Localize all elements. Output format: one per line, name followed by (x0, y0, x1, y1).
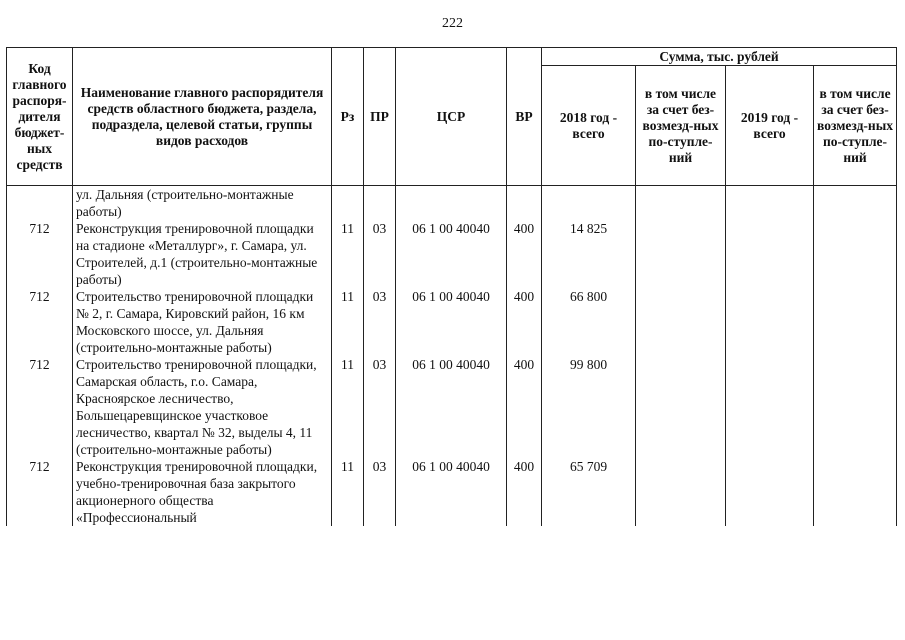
header-csr: ЦСР (396, 48, 507, 186)
header-rz: Рз (332, 48, 364, 186)
cell-pr: 03 (364, 356, 396, 458)
cell-vr: 400 (507, 458, 542, 526)
cell-2018-total (542, 186, 636, 221)
cell-2018-total: 14 825 (542, 220, 636, 288)
cell-rz (332, 186, 364, 221)
cell-csr: 06 1 00 40040 (396, 220, 507, 288)
cell-name: Реконструкция тренировочной площадки, учебно-тренировочная база закрытого акционерного общества «Профессиональный (73, 458, 332, 526)
cell-csr: 06 1 00 40040 (396, 288, 507, 356)
cell-2019-total (726, 458, 814, 526)
header-2018-free: в том числе за счет без-возмезд-ных по-ступле-ний (636, 66, 726, 186)
table-header (7, 48, 897, 186)
page-number: 222 (442, 16, 463, 31)
cell-2019-total (726, 356, 814, 458)
cell-code: 712 (7, 220, 73, 288)
cell-name: Строительство тренировочной площадки, Самарская область, г.о. Самара, Красноярское лесничество, Большецаревщинское участковое лесничество, квартал № 32, выделы 4, 11 (строительно-монтажные работы) (73, 356, 332, 458)
cell-name: Строительство тренировочной площадки № 2, г. Самара, Кировский район, 16 км Московского шоссе, ул. Дальняя (строительно-монтажные работы) (73, 288, 332, 356)
cell-2018-free (636, 356, 726, 458)
table-body (7, 186, 897, 527)
cell-rz: 11 (332, 220, 364, 288)
cell-2019-free (814, 220, 897, 288)
table-row (7, 356, 897, 458)
cell-csr: 06 1 00 40040 (396, 458, 507, 526)
header-2019-free: в том числе за счет без-возмезд-ных по-ступле-ний (814, 66, 897, 186)
cell-pr: 03 (364, 288, 396, 356)
cell-2019-free (814, 186, 897, 221)
cell-2019-free (814, 458, 897, 526)
header-sum-group: Сумма, тыс. рублей (542, 48, 897, 66)
cell-name: Реконструкция тренировочной площадки на стадионе «Металлург», г. Самара, ул. Строителей, д.1 (строительно-монтажные работы) (73, 220, 332, 288)
cell-2018-total: 65 709 (542, 458, 636, 526)
cell-pr: 03 (364, 220, 396, 288)
cell-2018-free (636, 186, 726, 221)
cell-rz: 11 (332, 458, 364, 526)
table-row (7, 186, 897, 221)
table-row (7, 220, 897, 288)
header-vr: ВР (507, 48, 542, 186)
cell-code: 712 (7, 356, 73, 458)
cell-2018-total: 99 800 (542, 356, 636, 458)
cell-2018-free (636, 220, 726, 288)
cell-2019-total (726, 288, 814, 356)
cell-vr: 400 (507, 220, 542, 288)
cell-code: 712 (7, 288, 73, 356)
table-row (7, 288, 897, 356)
cell-2019-total (726, 220, 814, 288)
cell-rz: 11 (332, 288, 364, 356)
cell-2018-free (636, 458, 726, 526)
header-2019-total: 2019 год - всего (726, 66, 814, 186)
cell-csr: 06 1 00 40040 (396, 356, 507, 458)
cell-rz: 11 (332, 356, 364, 458)
cell-code: 712 (7, 458, 73, 526)
cell-vr (507, 186, 542, 221)
table-row (7, 458, 897, 526)
cell-vr: 400 (507, 288, 542, 356)
cell-code (7, 186, 73, 221)
cell-csr (396, 186, 507, 221)
cell-2018-total: 66 800 (542, 288, 636, 356)
cell-2019-total (726, 186, 814, 221)
cell-pr (364, 186, 396, 221)
header-code: Код главного распоря-дителя бюджет-ных средств (7, 48, 73, 186)
cell-2018-free (636, 288, 726, 356)
cell-name: ул. Дальняя (строительно-монтажные работы) (73, 186, 332, 221)
cell-pr: 03 (364, 458, 396, 526)
cell-vr: 400 (507, 356, 542, 458)
budget-table (6, 47, 897, 526)
cell-2019-free (814, 288, 897, 356)
header-2018-total: 2018 год - всего (542, 66, 636, 186)
cell-2019-free (814, 356, 897, 458)
header-name: Наименование главного распорядителя средств областного бюджета, раздела, подраздела, целевой статьи, группы видов расходов (73, 48, 332, 186)
header-pr: ПР (364, 48, 396, 186)
